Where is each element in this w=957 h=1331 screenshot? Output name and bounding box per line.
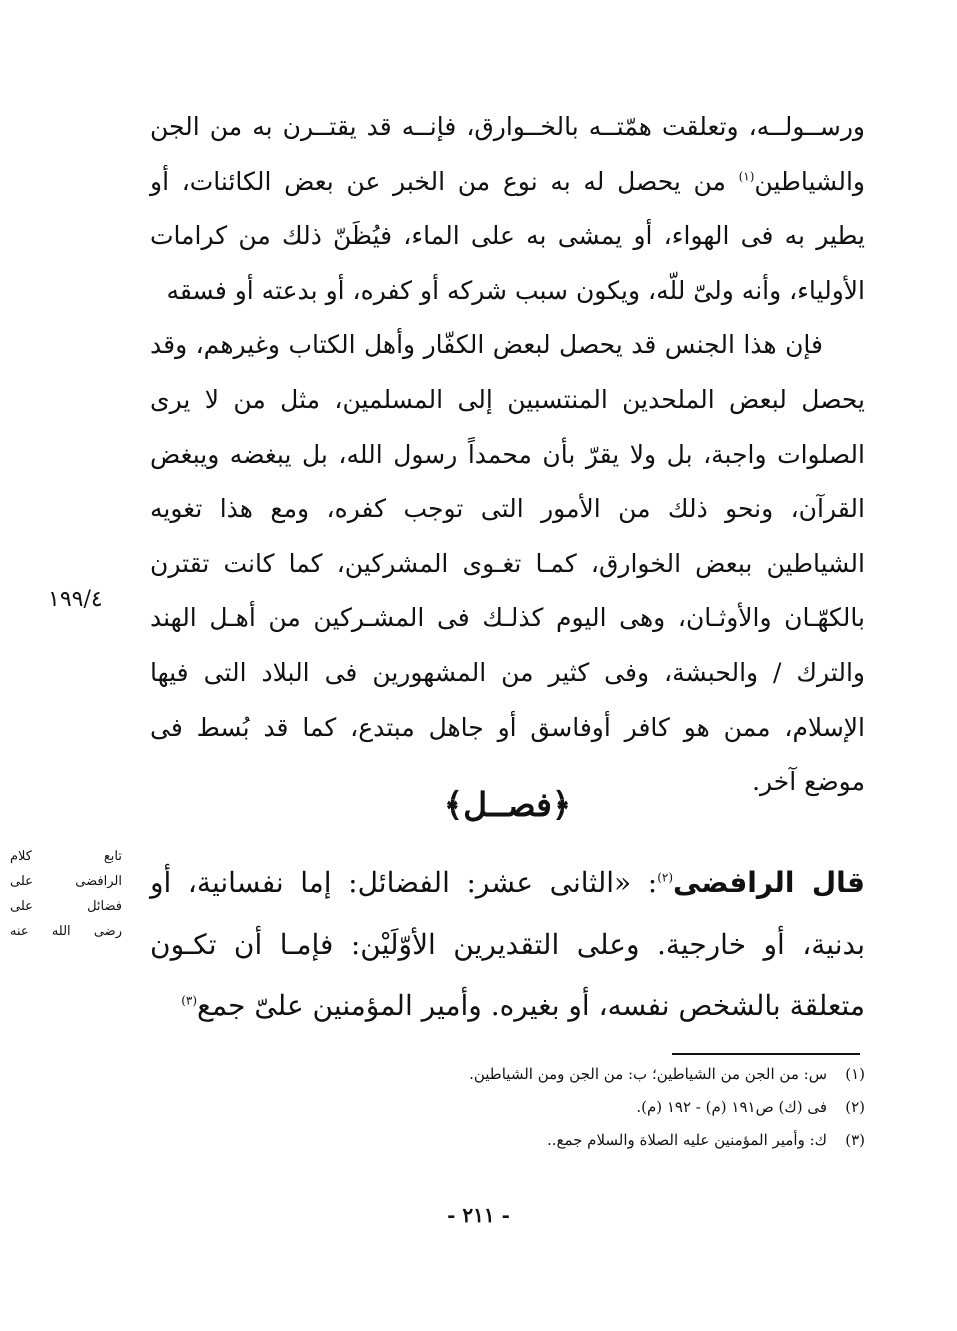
margin-note-line: رضى الله عنه bbox=[10, 924, 122, 939]
footnote-1 bbox=[250, 1058, 865, 1091]
margin-note-line: فضائل على bbox=[10, 899, 122, 914]
footnote-3 bbox=[250, 1124, 865, 1157]
footnote-marker-2: (٢) bbox=[657, 870, 674, 885]
footnote-divider bbox=[672, 1053, 860, 1055]
footnote-2 bbox=[250, 1091, 865, 1124]
paragraph-1-text-cont: من يحصل له به نوع من الخبر عن بعض الكائنات، أو يطير به فى الهواء، أو يمشى به على الماء، فيُظَنّ ذلك من كرامات الأولياء، وأنه ولىّ للّه، ويكون سبب شركه أو كفره، أو بدعته أو فسقه bbox=[150, 166, 865, 305]
quote-text: : «الثانى عشر: الفضائل: إما نفسانية، أو بدنية، أو خارجية. وعلى التقديرين الأوّلَيْن: فإمـا أن تكـون متعلقة بالشخص نفسه، أو بغيره. وأمير المؤمنين علىّ جمع bbox=[150, 866, 865, 1022]
main-text bbox=[150, 100, 865, 810]
quote-paragraph bbox=[150, 852, 865, 1037]
footnotes bbox=[250, 1058, 865, 1157]
footnote-text: س: من الجن من الشياطين؛ ب: من الجن ومن الشياطين. bbox=[469, 1065, 827, 1083]
margin-note-line: تابع كلام bbox=[10, 849, 122, 864]
footnote-text: ك: وأمير المؤمنين عليه الصلاة والسلام جمع.. bbox=[546, 1131, 827, 1149]
paragraph-continuation bbox=[150, 100, 865, 318]
rafidi-quote bbox=[150, 852, 865, 1037]
margin-note-line: الرافضى على bbox=[10, 874, 122, 889]
page-number: - ٢١١ - bbox=[447, 1203, 510, 1227]
footnote-number: (١) bbox=[845, 1065, 865, 1083]
footnote-marker-3: (٣) bbox=[181, 993, 198, 1008]
section-heading: ﴿فصــل﴾ bbox=[443, 785, 572, 824]
margin-page-reference: ١٩٩/٤ bbox=[48, 587, 103, 612]
paragraph-1-text: ورســولــه، وتعلقت همّتــه بالخــوارق، فإنــه قد يقتــرن به من الجن والشياطين bbox=[150, 112, 865, 196]
footnote-marker-1: (١) bbox=[738, 169, 755, 184]
footnote-number: (٣) bbox=[845, 1131, 865, 1149]
footnote-number: (٢) bbox=[845, 1098, 865, 1116]
footnote-text: فى (ك) ص١٩١ (م) - ١٩٢ (م). bbox=[636, 1098, 827, 1116]
quote-speaker: قال الرافضى bbox=[673, 866, 865, 899]
margin-note bbox=[10, 844, 122, 944]
paragraph-2: فإن هذا الجنس قد يحصل لبعض الكفّار وأهل الكتاب وغيرهم، وقد يحصل لبعض الملحدين المنتسبين إلى المسلمين، مثل من لا يرى الصلوات واجبة، بل ولا يقرّ بأن محمداً رسول الله، بل يبغضه ويبغض القرآن، ونحو ذلك من الأمور التى توجب كفره، ومع هذا تغويه الشياطين ببعض الخوارق، كمـا تغـوى المشركين، كما كانت تقترن بالكهّـان والأوثـان، وهى اليوم كذلـك فى المشـركين من أهـل الهند والترك / والحبشة، وفى كثير من المشهورين فى البلاد التى فيها الإسلام، ممن هو كافر أوفاسق أو جاهل مبتدع، كما قد بُسط فى موضع آخر. bbox=[150, 330, 865, 797]
